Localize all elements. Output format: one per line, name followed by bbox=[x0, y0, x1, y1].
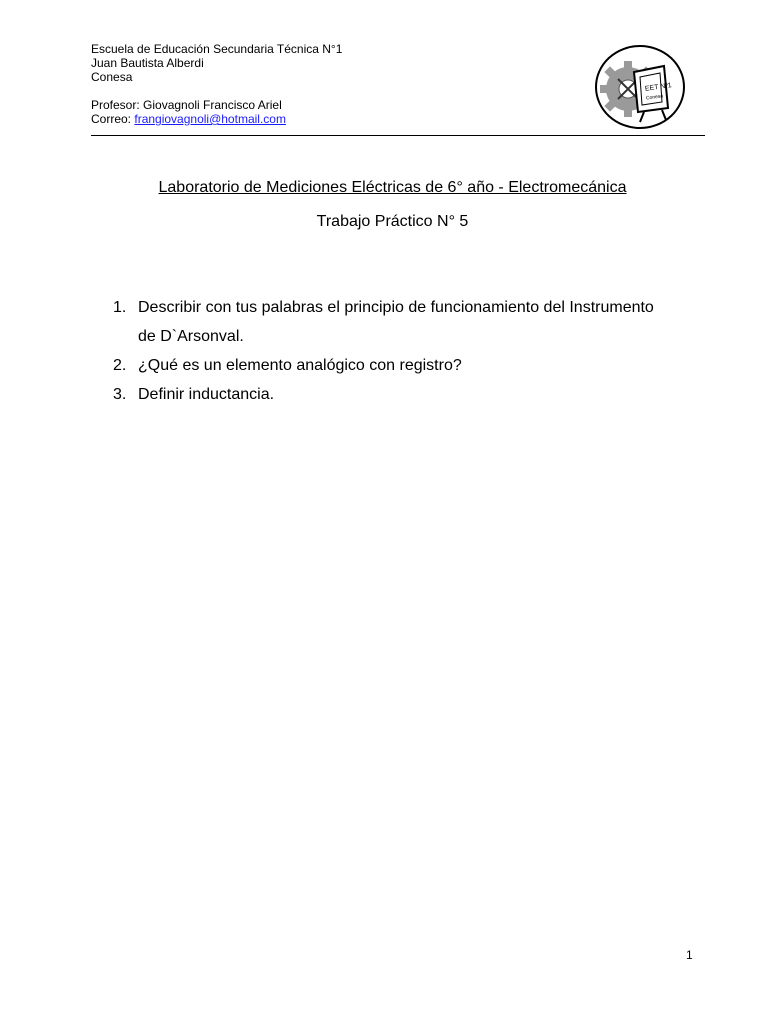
page-number: 1 bbox=[686, 948, 693, 962]
question-text: Describir con tus palabras el principio de funcionamiento del Instrumento de D`Arsonval. bbox=[138, 299, 654, 345]
school-patron: Juan Bautista Alberdi bbox=[91, 56, 204, 70]
question-list bbox=[113, 293, 673, 409]
document-header bbox=[91, 42, 591, 126]
school-emblem-icon bbox=[594, 44, 686, 130]
email-label: Correo: bbox=[91, 112, 135, 126]
email-link[interactable]: frangiovagnoli@hotmail.com bbox=[134, 112, 286, 126]
school-name: Escuela de Educación Secundaria Técnica N°1 bbox=[91, 42, 343, 56]
question-text: Definir inductancia. bbox=[138, 386, 275, 403]
list-item bbox=[113, 351, 673, 380]
school-city: Conesa bbox=[91, 70, 133, 84]
document-subtitle: Trabajo Práctico N° 5 bbox=[316, 213, 469, 230]
header-divider bbox=[91, 135, 705, 136]
question-number: 2. bbox=[113, 357, 127, 374]
question-text: ¿Qué es un elemento analógico con registro? bbox=[138, 357, 462, 374]
question-number: 1. bbox=[113, 299, 127, 316]
logo-text-line2: Conesa bbox=[645, 93, 664, 102]
list-item bbox=[113, 380, 673, 409]
header-spacer bbox=[91, 84, 591, 98]
question-number: 3. bbox=[113, 386, 127, 403]
logo-text-line1: EET Nº1 bbox=[644, 82, 673, 93]
document-title: Laboratorio de Mediciones Eléctricas de 6° año - Electromecánica bbox=[158, 179, 627, 196]
email-line bbox=[91, 112, 591, 126]
list-item bbox=[113, 293, 673, 351]
professor-name: Profesor: Giovagnoli Francisco Ariel bbox=[91, 98, 282, 112]
